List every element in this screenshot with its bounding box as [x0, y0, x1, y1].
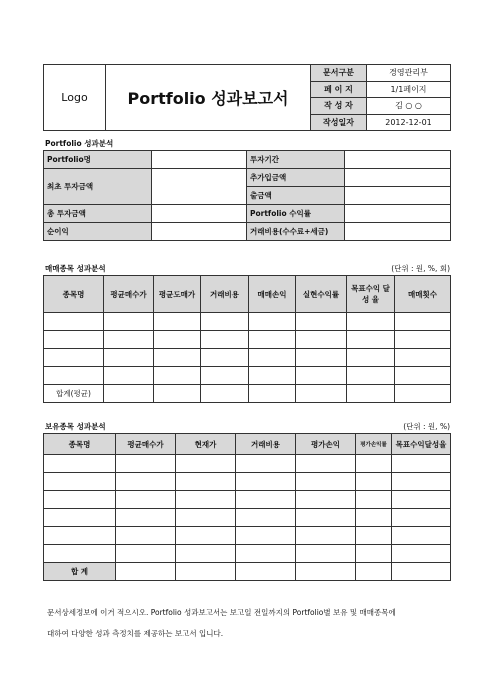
portfolio-return-label: Portfolio 수익률 — [247, 205, 345, 223]
holdings-table — [43, 433, 451, 581]
hold-col-target-achievement: 목표수익달성율 — [392, 434, 451, 455]
trade-unit-note: (단위 : 원, %, 회) — [391, 264, 450, 273]
additional-deposit-value[interactable] — [345, 169, 451, 187]
trading-cost-label: 거래비용(수수료+세금) — [247, 223, 345, 241]
trade-col-avg-sell: 평균도매가 — [154, 276, 201, 313]
hold-col-unrealized-pnl: 평가손익 — [296, 434, 356, 455]
holdings-unit-note: (단위 : 원, %) — [403, 422, 450, 431]
trade-col-trade-count: 매매횟수 — [395, 276, 451, 313]
trading-cost-value[interactable] — [345, 223, 451, 241]
document-description — [47, 602, 452, 644]
withdrawal-label: 출금액 — [247, 187, 345, 205]
investment-period-label: 투자기간 — [247, 151, 345, 169]
trade-col-realized-return: 실현수익률 — [296, 276, 347, 313]
summary-table — [43, 150, 451, 241]
page-title: Portfolio 성과보고서 — [106, 65, 311, 131]
table-row — [44, 509, 451, 527]
table-row — [44, 367, 451, 385]
trade-col-pnl: 매매손익 — [249, 276, 296, 313]
table-row — [44, 527, 451, 545]
description-line-2: 대하여 다양한 성과 측정치를 제공하는 보고서 입니다. — [47, 629, 224, 638]
net-profit-value[interactable] — [152, 223, 247, 241]
trade-table — [43, 275, 451, 403]
trade-col-cost: 거래비용 — [201, 276, 249, 313]
trade-col-name: 종목명 — [44, 276, 104, 313]
date-value: 2012-12-01 — [367, 114, 451, 131]
total-investment-value[interactable] — [152, 205, 247, 223]
table-row — [44, 313, 451, 331]
portfolio-name-value[interactable] — [152, 151, 247, 169]
date-label: 작성일자 — [311, 114, 367, 131]
hold-col-current-price: 현재가 — [176, 434, 236, 455]
trade-section-title: 매매종목 성과분석 — [45, 264, 106, 273]
doc-type-label: 문서구분 — [311, 65, 367, 82]
trade-total-label: 합계(평균) — [44, 385, 104, 403]
additional-deposit-label: 추가입금액 — [247, 169, 345, 187]
investment-period-value[interactable] — [345, 151, 451, 169]
holdings-total-row — [44, 563, 451, 581]
table-row — [44, 545, 451, 563]
initial-investment-value[interactable] — [152, 169, 247, 205]
initial-investment-label: 최초 투자금액 — [44, 169, 152, 205]
table-row — [44, 491, 451, 509]
total-investment-label: 총 투자금액 — [44, 205, 152, 223]
page-value: 1/1페이지 — [367, 81, 451, 98]
table-row — [44, 349, 451, 367]
portfolio-name-label: Portfolio명 — [44, 151, 152, 169]
author-label: 작 성 자 — [311, 98, 367, 115]
table-row — [44, 331, 451, 349]
holdings-section-title: 보유종목 성과분석 — [45, 422, 106, 431]
trade-col-avg-buy: 평균매수가 — [104, 276, 154, 313]
summary-section-title: Portfolio 성과분석 — [45, 139, 114, 148]
trade-total-row — [44, 385, 451, 403]
portfolio-return-value[interactable] — [345, 205, 451, 223]
table-row — [44, 455, 451, 473]
table-row — [44, 473, 451, 491]
hold-col-avg-buy: 평균매수가 — [116, 434, 176, 455]
hold-col-name: 종목명 — [44, 434, 116, 455]
page-label: 페 이 지 — [311, 81, 367, 98]
holdings-total-label: 합 계 — [44, 563, 116, 581]
hold-col-unrealized-return: 평가손익률 — [356, 434, 392, 455]
doc-type-value: 경영관리부 — [367, 65, 451, 82]
description-line-1: 문서상세정보에 이거 적으시오. Portfolio 성과보고서는 보고일 전일까지의 Portfolio별 보유 및 매매종목에 — [47, 608, 396, 617]
document-header — [43, 64, 451, 131]
net-profit-label: 순이익 — [44, 223, 152, 241]
hold-col-cost: 거래비용 — [236, 434, 296, 455]
trade-col-target-achievement: 목표수익 달 성 율 — [347, 276, 395, 313]
author-value: 김 ○ ○ — [367, 98, 451, 115]
logo: Logo — [44, 65, 106, 131]
withdrawal-value[interactable] — [345, 187, 451, 205]
